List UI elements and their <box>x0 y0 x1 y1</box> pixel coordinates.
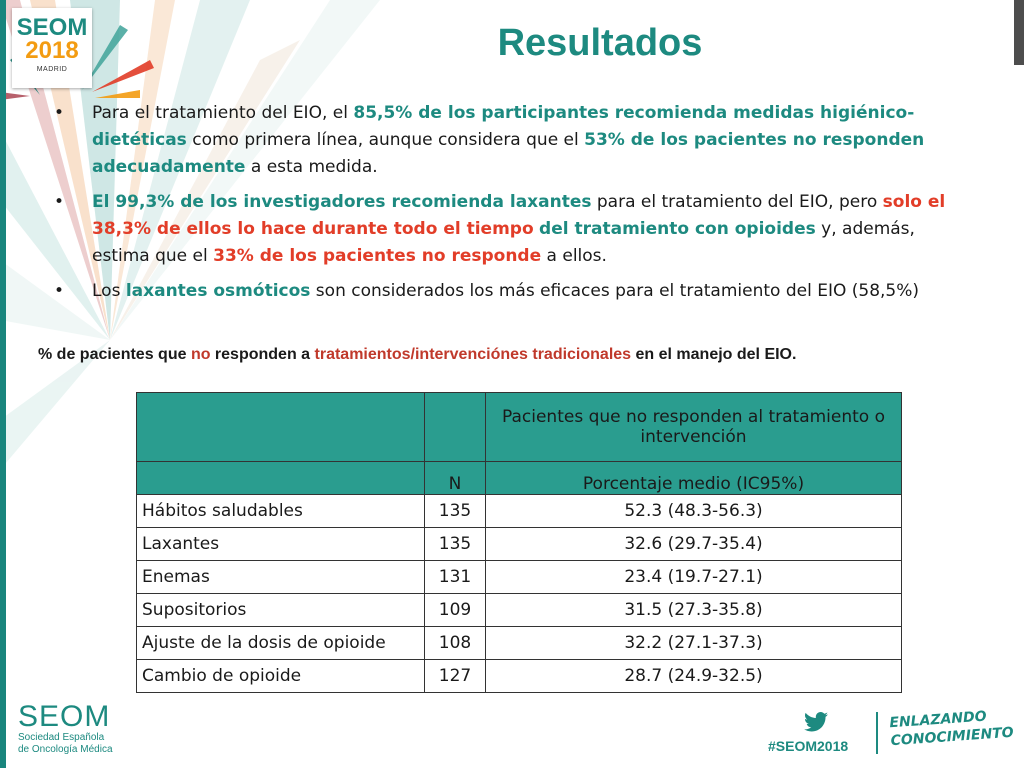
finding-text-segment: a esta medida. <box>245 157 378 177</box>
finding-text-segment: solo el 38,3% de ellos lo hace durante todo el tiempo <box>92 192 946 239</box>
logo-year-text: 2018 <box>25 37 79 64</box>
slogan-line-2: CONOCIMIENTO <box>890 724 1015 750</box>
header-pct-cell: Porcentaje medio (IC95%) <box>486 462 902 495</box>
footer-org-line-2: de Oncología Médica <box>18 744 113 755</box>
finding-text-segment: son considerados los más eficaces para el tratamiento del EIO (58,5%) <box>310 281 920 301</box>
row-pct-cell: 32.6 (29.7-35.4) <box>486 528 902 561</box>
right-edge-bar <box>1014 0 1024 65</box>
row-label-cell: Supositorios <box>137 594 425 627</box>
results-table <box>136 392 902 693</box>
header-blank-cell <box>137 393 425 462</box>
row-n-cell: 109 <box>425 594 486 627</box>
row-label-cell: Enemas <box>137 561 425 594</box>
table-row <box>137 561 902 594</box>
header-group-cell: Pacientes que no responden al tratamiento o intervención <box>486 393 902 462</box>
finding-text-segment: laxantes osmóticos <box>125 281 311 301</box>
finding-text-segment: 33% de los pacientes no responde <box>213 246 542 266</box>
table-caption <box>38 346 998 364</box>
finding-text-segment: 85,5% de los participantes recomienda medidas higiénico-dietéticas <box>92 103 915 150</box>
caption-part-4: tratamientos/intervenciónes tradicionales <box>314 346 632 363</box>
row-pct-cell: 28.7 (24.9-32.5) <box>486 660 902 693</box>
page-title: Resultados <box>497 22 703 64</box>
row-n-cell: 131 <box>425 561 486 594</box>
finding-text-segment: a ellos. <box>541 246 607 266</box>
bullet-dot-icon: • <box>54 281 65 301</box>
header-blank-cell-2 <box>425 393 486 462</box>
table-row <box>137 495 902 528</box>
finding-text-segment: Los <box>92 281 126 301</box>
slogan-line-1: ENLAZANDO <box>888 708 988 732</box>
left-edge-bar <box>0 0 6 768</box>
header-n-cell: N <box>425 462 486 495</box>
table-body <box>137 495 902 693</box>
row-pct-cell: 23.4 (19.7-27.1) <box>486 561 902 594</box>
footer-divider <box>876 712 878 754</box>
caption-part-3: responden a <box>210 346 315 363</box>
event-hashtag: #SEOM2018 <box>768 738 849 754</box>
logo-seom-text: SEOM <box>16 14 88 41</box>
findings-list <box>52 100 962 313</box>
footer-org-short: SEOM <box>18 700 111 733</box>
finding-text-segment: El 99,3% de los investigadores recomienda laxantes <box>92 192 592 212</box>
finding-text-segment: y, además, estima que el <box>92 219 915 266</box>
row-pct-cell: 52.3 (48.3-56.3) <box>486 495 902 528</box>
table-header-row-1 <box>137 393 902 462</box>
bullet-dot-icon: • <box>54 103 65 123</box>
logo-city-text: MADRID <box>36 66 68 73</box>
row-pct-cell: 32.2 (27.1-37.3) <box>486 627 902 660</box>
header-blank-cell-3 <box>137 462 425 495</box>
finding-text-segment: para el tratamiento del EIO, pero <box>591 192 883 212</box>
table-header-row-2 <box>137 462 902 495</box>
footer-org-line-1: Sociedad Española <box>18 732 105 743</box>
row-n-cell: 135 <box>425 495 486 528</box>
row-n-cell: 135 <box>425 528 486 561</box>
finding-item <box>52 100 962 181</box>
row-label-cell: Cambio de opioide <box>137 660 425 693</box>
finding-text-segment: como primera línea, aunque considera que el <box>186 130 585 150</box>
finding-text-segment: 53% de los pacientes no responden adecuadamente <box>92 130 925 177</box>
row-label-cell: Laxantes <box>137 528 425 561</box>
seom-2018-logo <box>12 8 92 88</box>
row-n-cell: 127 <box>425 660 486 693</box>
caption-part-1: % de pacientes que <box>38 346 191 363</box>
table-row <box>137 660 902 693</box>
caption-part-2: no <box>190 346 211 363</box>
seom-footer-logo <box>18 702 113 756</box>
finding-item <box>52 278 962 305</box>
row-label-cell: Ajuste de la dosis de opioide <box>137 627 425 660</box>
row-n-cell: 108 <box>425 627 486 660</box>
twitter-bird-icon <box>804 712 828 732</box>
finding-text-segment: Para el tratamiento del EIO, el <box>92 103 354 123</box>
table-row <box>137 528 902 561</box>
table-row <box>137 627 902 660</box>
caption-part-5: en el manejo del EIO. <box>631 346 797 363</box>
finding-text-segment: del tratamiento con opioides <box>539 219 816 239</box>
row-label-cell: Hábitos saludables <box>137 495 425 528</box>
finding-item <box>52 189 962 270</box>
bullet-dot-icon: • <box>54 192 65 212</box>
row-pct-cell: 31.5 (27.3-35.8) <box>486 594 902 627</box>
table-row <box>137 594 902 627</box>
